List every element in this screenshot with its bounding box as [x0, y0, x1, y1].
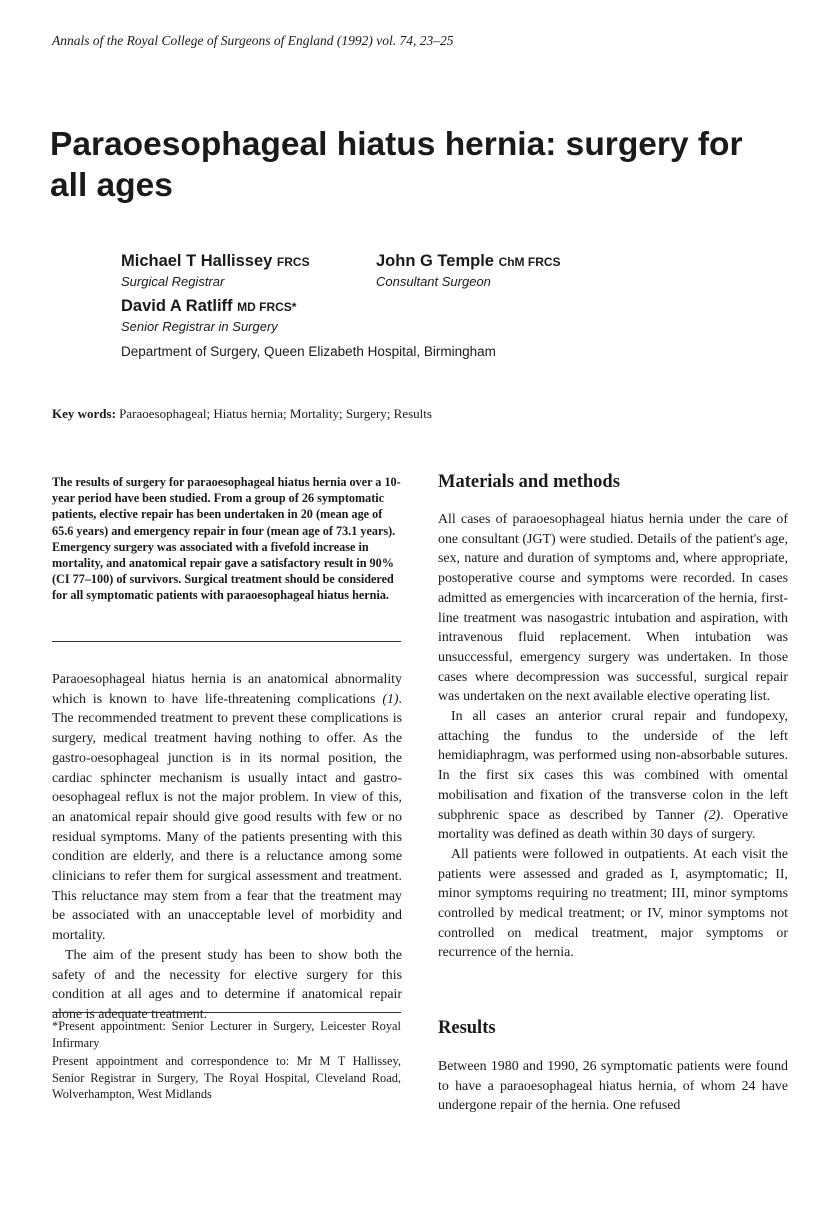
department-affiliation: Department of Surgery, Queen Elizabeth Hospital, Birmingham — [121, 344, 496, 359]
introduction — [52, 670, 402, 1025]
methods-paragraph-3: All patients were followed in outpatients. At each visit the patients were assessed and graded as I, asymptomatic; II, minor symptoms requiring no treatment; III, minor symptoms controlled by medical treatment; or IV, minor symptoms not controlled on medical treatment, major symptoms or recurrence of the hernia. — [438, 846, 788, 961]
author-name-text: John G Temple — [376, 252, 494, 270]
keywords-text: Paraoesophageal; Hiatus hernia; Mortality; Surgery; Results — [119, 406, 432, 421]
intro-text: . The recommended treatment to prevent these complications is surgery, medical treatment having nothing to offer. As the gastro-oesophageal junction is in its normal position, the cardiac sphincter mechanism is usually intact and gastro-oesophageal reflux is not the major problem. In view of this, an anatomical repair should give good results with few or no residual symptoms. Many of the patients presenting with this condition are elderly, and there is a reluctance among some clinicians to refer them for surgical assessment and treatment. This reluctance may stem from a fear that the treatment may be associated with an unacceptable level of morbidity and mortality. — [52, 691, 402, 944]
author-name — [121, 296, 296, 317]
author-block-2 — [376, 251, 561, 290]
article-title: Paraoesophageal hiatus hernia: surgery for all ages — [50, 126, 743, 204]
author-role: Surgical Registrar — [121, 274, 225, 289]
reference-1: (1) — [382, 691, 399, 707]
results-section — [438, 1057, 788, 1116]
results-paragraph-1: Between 1980 and 1990, 26 symptomatic patients were found to have a paraoesophageal hiatus hernia, of whom 24 have undergone repair of the hernia. One refused — [438, 1059, 788, 1114]
author-degrees: FRCS — [276, 255, 310, 269]
methods-text: In all cases an anterior crural repair and fundopexy, attaching the fundus to the underside of the left hemidiaphragm, was performed using non-absorbable sutures. In the first six cases this was combined with omental mobilisation and fixation of the transverse colon in the left subphrenic space as described by Tanner — [438, 709, 788, 823]
intro-paragraph-1 — [52, 670, 402, 946]
footnote-divider — [52, 1012, 401, 1013]
intro-paragraph-2: The aim of the present study has been to show both the safety of and the necessity for elective surgery for this condition at all ages and to determine if anatomical repair alone is adequate treatment. — [52, 947, 402, 1022]
abstract-divider — [52, 641, 401, 642]
author-block-3 — [121, 296, 296, 335]
methods-section — [438, 510, 788, 963]
journal-citation: Annals of the Royal College of Surgeons of England (1992) vol. 74, 23–25 — [52, 33, 454, 48]
author-block-1 — [121, 251, 310, 290]
keywords-label: Key words: — [52, 406, 116, 421]
author-name — [376, 251, 561, 272]
abstract: The results of surgery for paraoesophageal hiatus hernia over a 10-year period have been studied. From a group of 26 symptomatic patients, elective repair has been undertaken in 20 (mean age of 65.6 years) and emergency repair in four (mean age of 73.1 years). Emergency surgery was associated with a fivefold increase in mortality, and anatomical repair gave a satisfactory result in 90% (CI 77–100) of survivors. Surgical treatment should be considered for all symptomatic patients with paraoesophageal hiatus hernia. — [52, 475, 401, 603]
reference-2: (2) — [703, 807, 721, 823]
section-heading-results: Results — [438, 1018, 496, 1038]
author-degrees: MD FRCS* — [237, 300, 297, 314]
footnote-present-appointment: *Present appointment: Senior Lecturer in Surgery, Leicester Royal Infirmary — [52, 1019, 401, 1050]
methods-text: . Operative mortality was defined as death within 30 days of surgery. — [438, 807, 788, 843]
footnote-correspondence: Present appointment and correspondence to: Mr M T Hallissey, Senior Registrar in Surgery, The Royal Hospital, Cleveland Road, Wolverhampton, West Midlands — [52, 1054, 401, 1102]
intro-text: Paraoesophageal hiatus hernia is an anatomical abnormality which is known to have life-threatening complications — [52, 672, 402, 707]
methods-paragraph-2 — [438, 707, 788, 845]
author-degrees: ChM FRCS — [498, 255, 561, 269]
author-name — [121, 251, 310, 272]
author-role: Senior Registrar in Surgery — [121, 319, 278, 334]
author-role: Consultant Surgeon — [376, 274, 491, 289]
methods-paragraph-1: All cases of paraoesophageal hiatus hernia under the care of one consultant (JGT) were studied. Details of the patient's age, sex, nature and duration of symptoms and, where appropriate, postoperative course and symptoms were recorded. In cases admitted as emergencies with incarceration of the hernia, first-line treatment was nasogastric intubation and aspiration, with intravenous fluid replacement. When intubation was unsuccessful, emergency surgery was undertaken. In those cases where decompression was successful, surgical repair was undertaken on the next available elective operating list. — [438, 512, 788, 705]
section-heading-methods: Materials and methods — [438, 472, 620, 492]
keywords — [52, 406, 432, 422]
author-name-text: David A Ratliff — [121, 297, 233, 315]
author-name-text: Michael T Hallissey — [121, 252, 273, 270]
